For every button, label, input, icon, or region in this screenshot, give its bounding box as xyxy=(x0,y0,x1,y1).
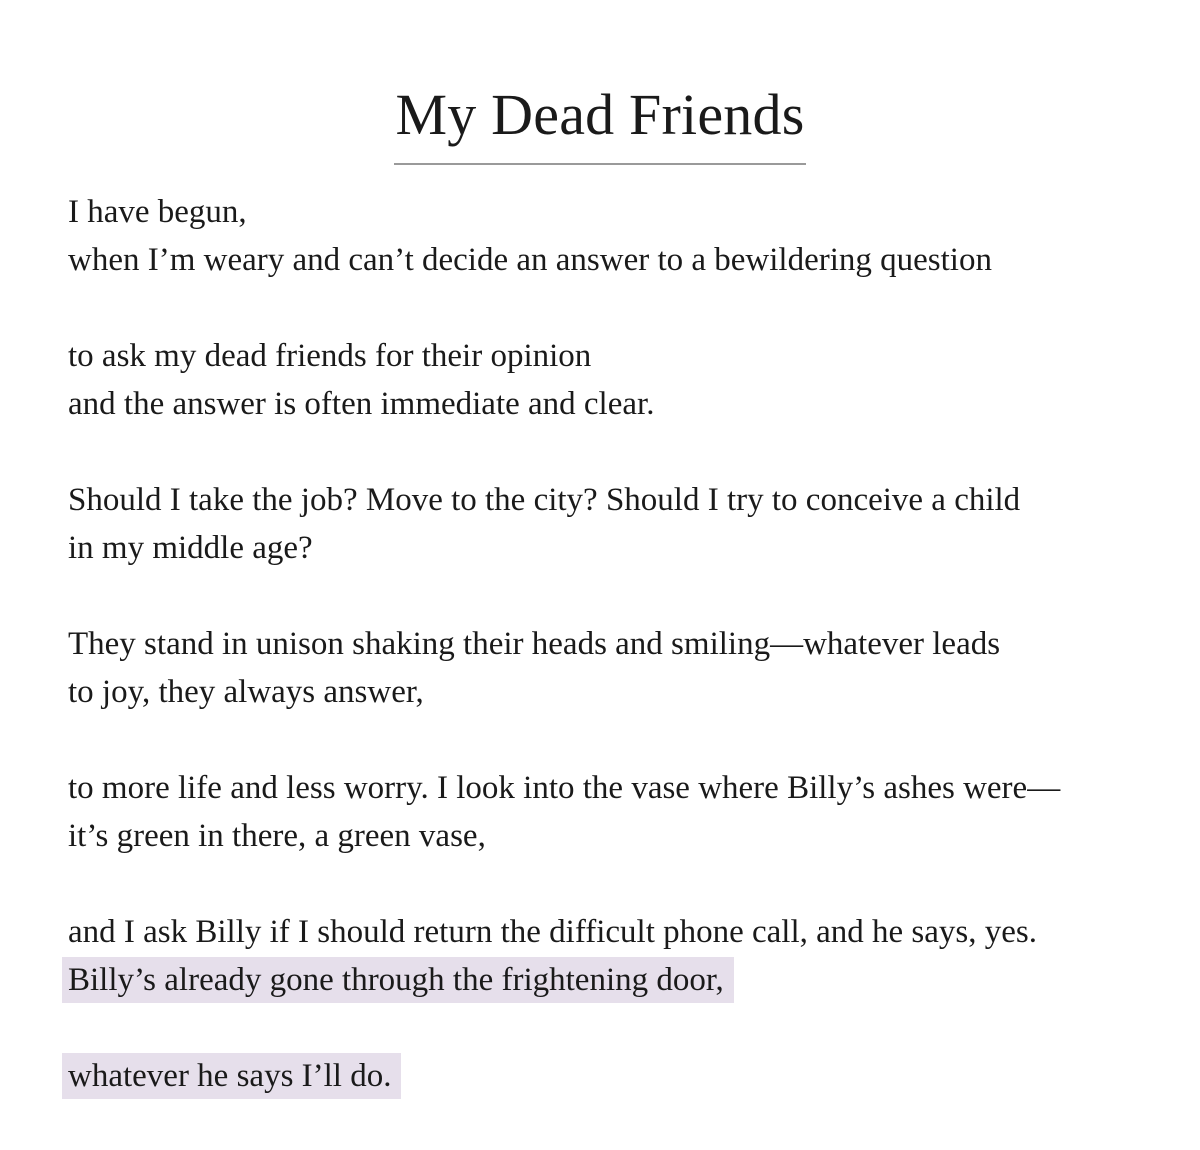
poem-line xyxy=(68,476,1178,524)
highlighted-text[interactable]: Billy’s already gone through the frightening door, xyxy=(62,957,734,1003)
line-text: and I ask Billy if I should return the difficult phone call, and he says, yes. xyxy=(68,914,1038,950)
highlighted-text[interactable]: whatever he says I’ll do. xyxy=(62,1053,401,1099)
poem-body xyxy=(68,188,1178,1148)
stanza-6 xyxy=(68,908,1178,1004)
poem-line xyxy=(68,380,1178,428)
poem-line xyxy=(68,908,1178,956)
line-text: They stand in unison shaking their heads and smiling—whatever leads xyxy=(68,626,1001,662)
poem-title: My Dead Friends xyxy=(394,77,807,165)
title-container xyxy=(0,38,1200,204)
poem-line-highlighted xyxy=(68,1052,1178,1100)
stanza-2 xyxy=(68,332,1178,428)
poem-line xyxy=(68,764,1178,812)
stanza-4 xyxy=(68,620,1178,716)
line-text: and the answer is often immediate and clear. xyxy=(68,386,655,422)
stanza-5 xyxy=(68,764,1178,860)
line-text: to more life and less worry. I look into the vase where Billy’s ashes were— xyxy=(68,770,1061,806)
poem-line xyxy=(68,620,1178,668)
poem-line xyxy=(68,236,1178,284)
stanza-7 xyxy=(68,1052,1178,1100)
line-text: Should I take the job? Move to the city? Should I try to conceive a child xyxy=(68,482,1021,518)
line-text: in my middle age? xyxy=(68,530,313,566)
line-text: when I’m weary and can’t decide an answer to a bewildering question xyxy=(68,242,992,278)
stanza-1 xyxy=(68,188,1178,284)
line-text: to ask my dead friends for their opinion xyxy=(68,338,592,374)
poem-line xyxy=(68,524,1178,572)
line-text: I have begun, xyxy=(68,194,247,230)
line-text: it’s green in there, a green vase, xyxy=(68,818,486,854)
poem-line xyxy=(68,668,1178,716)
poem-line xyxy=(68,332,1178,380)
poem-line xyxy=(68,188,1178,236)
line-text: to joy, they always answer, xyxy=(68,674,424,710)
poem-line xyxy=(68,812,1178,860)
stanza-3 xyxy=(68,476,1178,572)
poem-line-highlighted xyxy=(68,956,1178,1004)
